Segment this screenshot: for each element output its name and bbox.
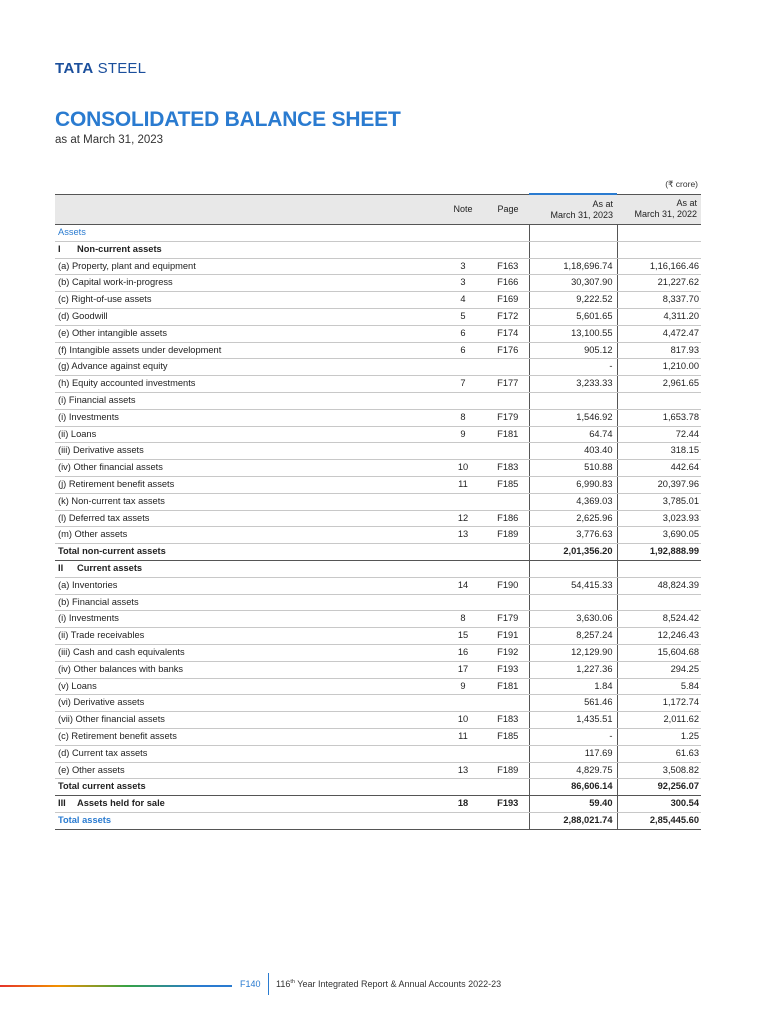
row-value-2022: 3,023.93 (617, 510, 701, 527)
row-value-2023: 12,129.90 (529, 644, 617, 661)
row-label: (ii) Trade receivables (58, 630, 145, 641)
row-page: F193 (487, 661, 529, 678)
table-row (55, 560, 701, 577)
row-label-cell (55, 628, 439, 645)
row-label-cell (55, 712, 439, 729)
header-2022-line1: As at (676, 198, 697, 209)
row-value-2023: 3,776.63 (529, 527, 617, 544)
footer-text-post: Year Integrated Report & Annual Accounts 2022-23 (294, 979, 502, 989)
row-note: 3 (439, 258, 487, 275)
row-value-2022: 20,397.96 (617, 476, 701, 493)
row-label: (d) Goodwill (58, 310, 108, 321)
footer-report-title (276, 979, 501, 989)
row-note: 8 (439, 409, 487, 426)
row-page: F193 (487, 796, 529, 813)
row-label: (d) Current tax assets (58, 747, 148, 758)
row-page: F190 (487, 577, 529, 594)
row-note: 15 (439, 628, 487, 645)
header-2022-line2: March 31, 2022 (634, 209, 697, 220)
row-label: Total current assets (58, 781, 146, 792)
row-value-2022: 294.25 (617, 661, 701, 678)
row-label-cell (55, 544, 439, 561)
row-value-2023: 30,307.90 (529, 275, 617, 292)
row-value-2022 (617, 225, 701, 242)
row-page: F179 (487, 611, 529, 628)
row-label: (ii) Loans (58, 428, 97, 439)
table-row (55, 376, 701, 393)
table-row (55, 493, 701, 510)
table-row (55, 745, 701, 762)
row-value-2023: 905.12 (529, 342, 617, 359)
header-2022 (617, 194, 701, 225)
row-note: 6 (439, 342, 487, 359)
row-page (487, 745, 529, 762)
row-label-cell (55, 426, 439, 443)
row-label: (h) Equity accounted investments (58, 378, 196, 389)
row-page: F166 (487, 275, 529, 292)
row-value-2022: 1,92,888.99 (617, 544, 701, 561)
row-value-2022: 12,246.43 (617, 628, 701, 645)
row-label: Total assets (58, 814, 112, 825)
row-value-2022 (617, 392, 701, 409)
row-value-2023: - (529, 728, 617, 745)
row-page: F181 (487, 426, 529, 443)
row-roman-numeral: I (58, 243, 61, 254)
row-label: (j) Retirement benefit assets (58, 478, 175, 489)
row-label: (iii) Derivative assets (58, 445, 144, 456)
row-page: F183 (487, 712, 529, 729)
row-page (487, 544, 529, 561)
row-label-cell (55, 510, 439, 527)
row-roman-numeral: II (58, 562, 64, 573)
row-label: Current assets (77, 562, 143, 573)
balance-sheet-table (55, 193, 701, 830)
row-page: F189 (487, 762, 529, 779)
row-page: F163 (487, 258, 529, 275)
row-value-2022: 442.64 (617, 460, 701, 477)
row-page: F176 (487, 342, 529, 359)
row-page (487, 392, 529, 409)
table-row (55, 728, 701, 745)
table-row (55, 628, 701, 645)
header-label (55, 194, 439, 225)
row-note: 5 (439, 308, 487, 325)
row-value-2022: 300.54 (617, 796, 701, 813)
row-label: Assets held for sale (77, 798, 165, 809)
row-value-2022: 2,85,445.60 (617, 812, 701, 829)
row-value-2023: 4,369.03 (529, 493, 617, 510)
row-value-2022: 2,011.62 (617, 712, 701, 729)
row-label: (a) Inventories (58, 579, 118, 590)
row-page (487, 812, 529, 829)
row-roman-numeral: III (58, 798, 66, 809)
row-page: F191 (487, 628, 529, 645)
table-row (55, 426, 701, 443)
row-label-cell (55, 661, 439, 678)
row-page (487, 241, 529, 258)
currency-unit: (₹ crore) (665, 179, 698, 189)
table-row (55, 460, 701, 477)
row-label-cell (55, 611, 439, 628)
row-page (487, 443, 529, 460)
table-row (55, 241, 701, 258)
table-row (55, 325, 701, 342)
row-label-cell (55, 275, 439, 292)
row-value-2023: 561.46 (529, 695, 617, 712)
row-value-2022: 4,472.47 (617, 325, 701, 342)
row-note: 13 (439, 762, 487, 779)
table-header-row (55, 194, 701, 225)
row-note (439, 225, 487, 242)
row-label: (c) Right-of-use assets (58, 294, 152, 305)
row-value-2023: 5,601.65 (529, 308, 617, 325)
tata-steel-logo (55, 60, 146, 77)
row-value-2022: 15,604.68 (617, 644, 701, 661)
row-value-2023: 1,227.36 (529, 661, 617, 678)
row-label: (c) Retirement benefit assets (58, 730, 177, 741)
header-2023-line2: March 31, 2023 (550, 209, 613, 220)
row-label-cell (55, 745, 439, 762)
row-label-cell (55, 409, 439, 426)
row-note: 8 (439, 611, 487, 628)
brand-name-rest: STEEL (97, 60, 147, 77)
row-value-2022: 3,785.01 (617, 493, 701, 510)
row-value-2022: 92,256.07 (617, 779, 701, 796)
balance-sheet-body (55, 225, 701, 830)
row-note: 13 (439, 527, 487, 544)
row-page: F185 (487, 476, 529, 493)
row-note (439, 359, 487, 376)
row-value-2023: 2,625.96 (529, 510, 617, 527)
header-note: Note (439, 194, 487, 225)
table-row (55, 308, 701, 325)
row-label-cell (55, 527, 439, 544)
row-value-2023: 64.74 (529, 426, 617, 443)
table-row (55, 762, 701, 779)
row-note: 14 (439, 577, 487, 594)
row-value-2022: 8,524.42 (617, 611, 701, 628)
row-label-cell (55, 460, 439, 477)
table-row (55, 275, 701, 292)
row-label: (iii) Cash and cash equivalents (58, 646, 185, 657)
row-value-2023: 13,100.55 (529, 325, 617, 342)
header-page: Page (487, 194, 529, 225)
row-note: 16 (439, 644, 487, 661)
row-value-2023: - (529, 359, 617, 376)
row-page: F192 (487, 644, 529, 661)
row-label: (v) Loans (58, 680, 97, 691)
row-label: (b) Financial assets (58, 596, 139, 607)
table-row (55, 812, 701, 829)
row-page: F181 (487, 678, 529, 695)
row-label: (i) Investments (58, 613, 119, 624)
row-value-2023 (529, 241, 617, 258)
row-label-cell (55, 241, 439, 258)
row-label-cell (55, 225, 439, 242)
row-value-2022: 3,508.82 (617, 762, 701, 779)
row-value-2022: 318.15 (617, 443, 701, 460)
row-value-2023: 54,415.33 (529, 577, 617, 594)
row-page (487, 779, 529, 796)
row-note: 12 (439, 510, 487, 527)
row-note (439, 560, 487, 577)
page-footer (0, 976, 768, 992)
row-label-cell (55, 342, 439, 359)
row-value-2023: 3,233.33 (529, 376, 617, 393)
row-value-2022: 48,824.39 (617, 577, 701, 594)
row-value-2022: 72.44 (617, 426, 701, 443)
row-note: 9 (439, 426, 487, 443)
row-note: 11 (439, 476, 487, 493)
row-value-2023: 4,829.75 (529, 762, 617, 779)
footer-text-sup: th (290, 979, 295, 985)
row-label: (iv) Other financial assets (58, 462, 163, 473)
row-label-cell (55, 359, 439, 376)
row-page (487, 594, 529, 611)
row-label: (k) Non-current tax assets (58, 495, 165, 506)
table-row (55, 594, 701, 611)
table-row (55, 796, 701, 813)
row-value-2022: 4,311.20 (617, 308, 701, 325)
row-note: 17 (439, 661, 487, 678)
row-page: F189 (487, 527, 529, 544)
row-label: (i) Investments (58, 411, 119, 422)
row-value-2023: 6,990.83 (529, 476, 617, 493)
row-page: F183 (487, 460, 529, 477)
table-row (55, 779, 701, 796)
row-value-2023: 1,435.51 (529, 712, 617, 729)
row-page: F185 (487, 728, 529, 745)
row-page: F169 (487, 292, 529, 309)
row-label: (e) Other intangible assets (58, 327, 168, 338)
row-page: F179 (487, 409, 529, 426)
row-note (439, 493, 487, 510)
row-page (487, 359, 529, 376)
row-value-2022: 8,337.70 (617, 292, 701, 309)
row-note: 9 (439, 678, 487, 695)
row-label-cell (55, 493, 439, 510)
row-label-cell (55, 812, 439, 829)
row-label: (m) Other assets (58, 529, 128, 540)
row-page (487, 493, 529, 510)
row-value-2023: 510.88 (529, 460, 617, 477)
row-value-2022 (617, 241, 701, 258)
row-label-cell (55, 325, 439, 342)
row-label: (f) Intangible assets under development (58, 344, 222, 355)
row-value-2023: 8,257.24 (529, 628, 617, 645)
row-value-2022: 61.63 (617, 745, 701, 762)
row-label: (e) Other assets (58, 764, 125, 775)
row-value-2023: 9,222.52 (529, 292, 617, 309)
row-label: (vii) Other financial assets (58, 714, 165, 725)
table-row (55, 225, 701, 242)
row-note: 3 (439, 275, 487, 292)
row-value-2022: 2,961.65 (617, 376, 701, 393)
table-row (55, 695, 701, 712)
table-row (55, 611, 701, 628)
row-page: F172 (487, 308, 529, 325)
row-note (439, 779, 487, 796)
row-label-cell (55, 695, 439, 712)
row-label-cell (55, 308, 439, 325)
row-value-2023 (529, 594, 617, 611)
row-label-cell (55, 560, 439, 577)
row-value-2023: 3,630.06 (529, 611, 617, 628)
row-value-2023: 403.40 (529, 443, 617, 460)
row-label: Assets (58, 227, 86, 237)
table-row (55, 392, 701, 409)
row-page: F174 (487, 325, 529, 342)
row-value-2023: 1,18,696.74 (529, 258, 617, 275)
row-label-cell (55, 577, 439, 594)
row-label-cell (55, 796, 439, 813)
table-row (55, 644, 701, 661)
brand-name-bold: TATA (55, 60, 94, 77)
table-row (55, 443, 701, 460)
row-label-cell (55, 443, 439, 460)
row-note: 11 (439, 728, 487, 745)
row-note (439, 241, 487, 258)
row-label-cell (55, 376, 439, 393)
row-value-2022: 1,16,166.46 (617, 258, 701, 275)
row-label: Non-current assets (77, 243, 162, 254)
row-label-cell (55, 392, 439, 409)
row-value-2022: 1,653.78 (617, 409, 701, 426)
table-row (55, 359, 701, 376)
page-title: CONSOLIDATED BALANCE SHEET (55, 108, 401, 131)
row-page (487, 695, 529, 712)
row-value-2022: 3,690.05 (617, 527, 701, 544)
row-note (439, 745, 487, 762)
row-note (439, 594, 487, 611)
row-note (439, 695, 487, 712)
footer-text-pre: 116 (276, 979, 291, 989)
table-row (55, 544, 701, 561)
row-label: Total non-current assets (58, 546, 166, 557)
row-note: 4 (439, 292, 487, 309)
page-subtitle: as at March 31, 2023 (55, 134, 164, 146)
table-row (55, 510, 701, 527)
row-value-2023 (529, 392, 617, 409)
row-value-2022: 5.84 (617, 678, 701, 695)
row-value-2023 (529, 560, 617, 577)
row-value-2022: 817.93 (617, 342, 701, 359)
row-page (487, 225, 529, 242)
row-label: (i) Financial assets (58, 394, 136, 405)
row-value-2022 (617, 560, 701, 577)
row-value-2022: 1.25 (617, 728, 701, 745)
row-label: (a) Property, plant and equipment (58, 260, 196, 271)
header-2023 (529, 194, 617, 225)
row-label: (b) Capital work-in-progress (58, 277, 173, 288)
row-note: 10 (439, 460, 487, 477)
header-2023-line1: As at (592, 198, 613, 209)
row-value-2023: 117.69 (529, 745, 617, 762)
row-label-cell (55, 258, 439, 275)
row-note: 18 (439, 796, 487, 813)
row-label-cell (55, 292, 439, 309)
row-label-cell (55, 644, 439, 661)
table-row (55, 661, 701, 678)
row-value-2023: 86,606.14 (529, 779, 617, 796)
table-row (55, 678, 701, 695)
row-value-2023: 59.40 (529, 796, 617, 813)
row-value-2022: 1,172.74 (617, 695, 701, 712)
table-row (55, 476, 701, 493)
table-row (55, 292, 701, 309)
row-note (439, 544, 487, 561)
row-value-2022 (617, 594, 701, 611)
row-page: F186 (487, 510, 529, 527)
footer-color-line (0, 985, 232, 987)
row-value-2023: 2,88,021.74 (529, 812, 617, 829)
row-value-2023: 1.84 (529, 678, 617, 695)
row-note (439, 443, 487, 460)
row-label-cell (55, 762, 439, 779)
table-row (55, 342, 701, 359)
row-value-2023: 2,01,356.20 (529, 544, 617, 561)
row-label: (vi) Derivative assets (58, 697, 145, 708)
row-label: (iv) Other balances with banks (58, 663, 184, 674)
row-label-cell (55, 728, 439, 745)
row-note (439, 392, 487, 409)
table-row (55, 712, 701, 729)
table-row (55, 527, 701, 544)
row-label: (l) Deferred tax assets (58, 512, 150, 523)
row-page: F177 (487, 376, 529, 393)
row-note: 10 (439, 712, 487, 729)
row-label: (g) Advance against equity (58, 361, 168, 372)
table-row (55, 258, 701, 275)
row-label-cell (55, 678, 439, 695)
footer-page-number: F140 (240, 979, 261, 989)
row-label-cell (55, 779, 439, 796)
table-row (55, 577, 701, 594)
row-value-2023 (529, 225, 617, 242)
row-label-cell (55, 594, 439, 611)
row-note: 6 (439, 325, 487, 342)
row-page (487, 560, 529, 577)
row-note (439, 812, 487, 829)
row-value-2023: 1,546.92 (529, 409, 617, 426)
row-value-2022: 21,227.62 (617, 275, 701, 292)
row-value-2022: 1,210.00 (617, 359, 701, 376)
table-row (55, 409, 701, 426)
footer-divider (268, 973, 269, 995)
row-note: 7 (439, 376, 487, 393)
row-label-cell (55, 476, 439, 493)
